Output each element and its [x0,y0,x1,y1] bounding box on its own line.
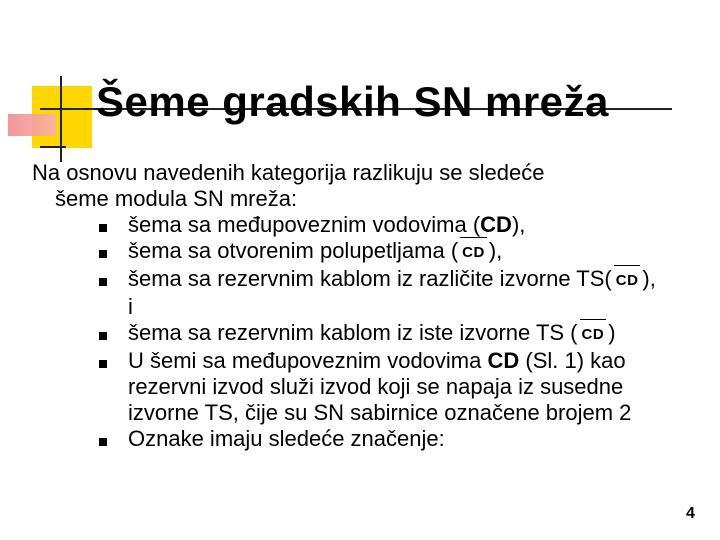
cd-overline-label: CD [578,322,609,348]
page-number: 4 [686,505,695,522]
list-item: Oznake imaju sledeće značenje: [32,426,702,452]
cd-overline-label: CD [612,268,643,294]
list-item: U šemi sa međupoveznim vodovima CD (Sl. 1) kao rezervni izvod služi izvod koji se napaja iz susedne izvorne TS, čije su SN sabirnice označene brojem 2 [32,348,702,426]
square-bullet-icon [99,332,107,340]
decor-vertical-line [60,76,62,162]
square-bullet-icon [99,250,107,258]
decor-short-line [40,146,66,148]
slide-title: Šeme gradskih SN mreža [96,78,609,125]
square-bullet-icon [99,360,107,368]
list-item: šema sa rezervnim kablom iz iste izvorne TS ( CD ) [32,320,702,348]
decor-red-bar [8,114,56,136]
bullet-list [32,212,702,452]
square-bullet-icon [99,224,107,232]
intro-line-1: Na osnovu navedenih kategorija razlikuju se sledeće [32,160,545,185]
list-item: šema sa međupoveznim vodovima (CD), [32,212,702,238]
list-item: šema sa rezervnim kablom iz različite izvorne TS( CD ), i [32,266,702,320]
square-bullet-icon [99,438,107,446]
cd-label: CD [480,212,512,237]
cd-label: CD [487,348,520,373]
cd-overline-label: CD [458,240,489,266]
slide-body [32,160,702,452]
intro-paragraph [32,160,702,212]
list-item: šema sa otvorenim polupetljama ( CD ), [32,238,702,266]
square-bullet-icon [99,278,107,286]
intro-line-2: šeme modula SN mreža: [55,186,298,211]
